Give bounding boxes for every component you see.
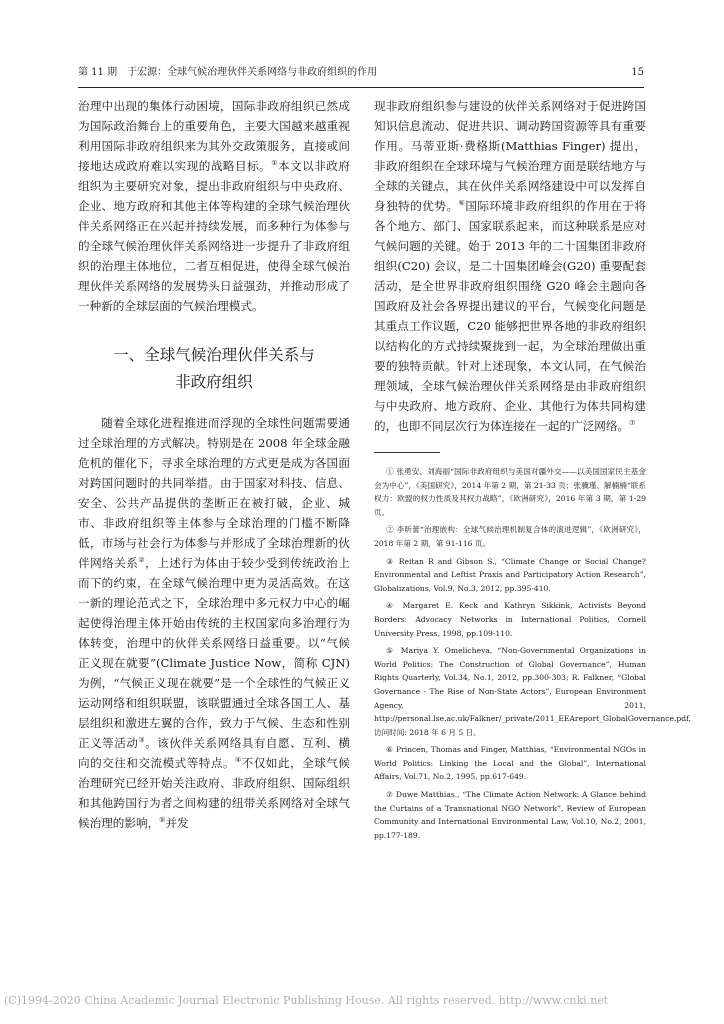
intro-paragraph: 治理中出现的集体行动困境，国际非政府组织已然成为国际政治舞台上的重要角色，主要大国越来越重视利用国际非政府组织来为其外交政策服务，直接或间接地达成政府难以实现的战略目标。①本文以非政府组织为主要研究对象，提出非政府组织与中央政府、企业、地方政府和其他主体等构建的全球气候治理伙伴关系网络正在兴起并持续发展，而多种行为体参与的全球气候治理伙伴关系网络进一步提升了非政府组织的治理主体地位，二者互相促进，使得全球气候治理伙伴关系网络的发展势头日益强劲，并推动形成了一种新的全球层面的气候治理模式。 (78, 99, 350, 313)
footnote-ref-5[interactable]: ⑤ (159, 816, 166, 825)
footnote-ref-6[interactable]: ⑥ (458, 199, 466, 208)
right-column (374, 96, 692, 846)
footnote-ref-4[interactable]: ④ (235, 756, 242, 765)
section-heading-line-2: 非政府组织 (175, 373, 253, 391)
running-header-title: 第 11 期 于宏源：全球气候治理伙伴关系网络与非政府组织的作用 (78, 67, 378, 78)
footnote-2: ② 李昕蕾“治理嵌构：全球气候治理机制复合体的演进逻辑”，《欧洲研究》，2018 年第 2 期，第 91-116 页。 (374, 525, 646, 548)
section-heading-line-1: 一、全球气候治理伙伴关系与 (113, 346, 315, 364)
footnote-rule (374, 452, 440, 453)
running-header (78, 62, 644, 84)
footnote-ref-3[interactable]: ③ (138, 736, 146, 745)
footnote-5: ⑤ Mariya Y. Omelicheva, “Non-Governmental Organizations in World Politics: The Construction of Global Governance”, Human Rights Quarterly, Vol.34, No.1, 2012, pp.300-303; R. Falkner, “Global Governance - The Rise of Non-State Actors”, European Environment Agency, 2011, http://personal.lse.ac.uk/Falkner/_private/2011_EEAreport_GlobalGovernance.pdf, 访问时间: 2018 年 6 月 5 日。 (374, 646, 692, 737)
header-rule (78, 87, 644, 88)
page-number: 15 (631, 67, 644, 78)
left-column (78, 96, 350, 833)
copyright-footer: (C)1994-2020 China Academic Journal Electronic Publishing House. All rights reserved. http://www.cnki.net (4, 994, 609, 1007)
footnote-ref-7[interactable]: ⑦ (629, 419, 636, 428)
continued-paragraph: 现非政府组织参与建设的伙伴关系网络对于促进跨国知识信息流动、促进共识、调动跨国资源等具有重要作用。马蒂亚斯·费格斯(Matthias Finger) 提出，非政府组织在全球环境与气候治理方面是联结地方与全球的关键点，其在伙伴关系网络建设中可以发挥自身独特的优势。⑥国际环境非政府组织的作用在于将各个地方、部门、国家联系起来，而这种联系是应对气候问题的关键。始于 2013 年的二十国集团非政府组织(C20) 会议，是二十国集团峰会(G20) 重要配套活动，是全世界非政府组织围绕 G20 峰会主题向各国政府及社会各界提出建议的平台，气候变化问题是其重点工作议题，C20 能够把世界各地的非政府组织以结构化的方式持续聚拢到一起，为全球治理做出重要的独特贡献。针对上述现象，本文认同，在气候治理领域，全球气候治理伙伴关系网络是由非政府组织与中央政府、地方政府、企业、其他行为体共同构建的，也即不同层次行为体连接在一起的广泛网络。⑦ (374, 99, 646, 433)
footnote-1: ① 张勇安、刘海丽“国际非政府组织与美国对疆外交——以美国国家民主基金会为中心”，《美国研究》，2014 年第 2 期，第 21-33 页；张骥瑾、解楠楠“联系权力：欧盟的权力性质及其权力战略”，《欧洲研究》，2016 年第 3 期，第 1-29 页。 (374, 467, 646, 517)
footnotes (374, 465, 692, 842)
footnote-ref-2[interactable]: ② (138, 556, 146, 565)
section-heading (78, 342, 350, 396)
footnote-7: ⑦ Duwe Matthias., “The Climate Action Network: A Glance behind the Curtains of a Transnational NGO Network”, Review of European Community and International Environmental Law, Vol.10, No.2, 2001, pp.177-189. (374, 790, 646, 840)
footnote-ref-1[interactable]: ① (271, 159, 278, 168)
footnote-4: ④ Margaret E. Keck and Kathryn Sikkink, Activists Beyond Borders: Advocacy Networks in International Politics, Cornell University Press, 1998, pp.109-110. (374, 601, 646, 638)
footnote-3: ③ Reitan R and Gibson S., “Climate Change or Social Change? Environmental and Leftist Praxis and Participatory Action Research”, Globalizations, Vol.9, No.3, 2012, pp.395-410. (374, 556, 646, 593)
section-body-paragraph: 随着全球化进程推进而浮现的全球性问题需要通过全球治理的方式解决。特别是在 2008 年全球金融危机的催化下，寻求全球治理的方式更是成为各国面对跨国问题时的共同举措。由于国家对科技、信息、安全、公共产品提供的垄断正在被打破，企业、城市、非政府组织等主体参与全球治理的门槛不断降低，市场与社会行为体参与并形成了全球治理新的伙伴网络关系②，上述行为体由于较少受到传统政治上而下的约束，在全球气候治理中更为灵活高效。在这一新的理论范式之下，全球治理中多元权力中心的崛起使得治理主体开始由传统的主权国家向多治理行为体转变，治理中的伙伴关系网络日益重要。以“气候正义现在就要”(Climate Justice Now，简称 CJN) 为例，“气候正义现在就要”是一个全球性的气候正义运动网络和组织联盟，该联盟通过全球各国工人、基层组织和激进左翼的合作，致力于气候、生态和性别正义等活动③。该伙伴关系网络具有自愿、互利、横向的交往和交流模式等特点。④不仅如此，全球气候治理研究已经开始关注政府、非政府组织、国际组织和其他跨国行为者之间构建的纽带关系网络对全球气候治理的影响，⑤并发 (78, 416, 350, 830)
footnote-6: ⑥ Princen, Thomas and Finger, Matthias, “Environmental NGOs in World Politics: Linking the Local and the Global”, International Affairs, Vol.71, No.2, 1995, pp.617-649. (374, 745, 646, 782)
